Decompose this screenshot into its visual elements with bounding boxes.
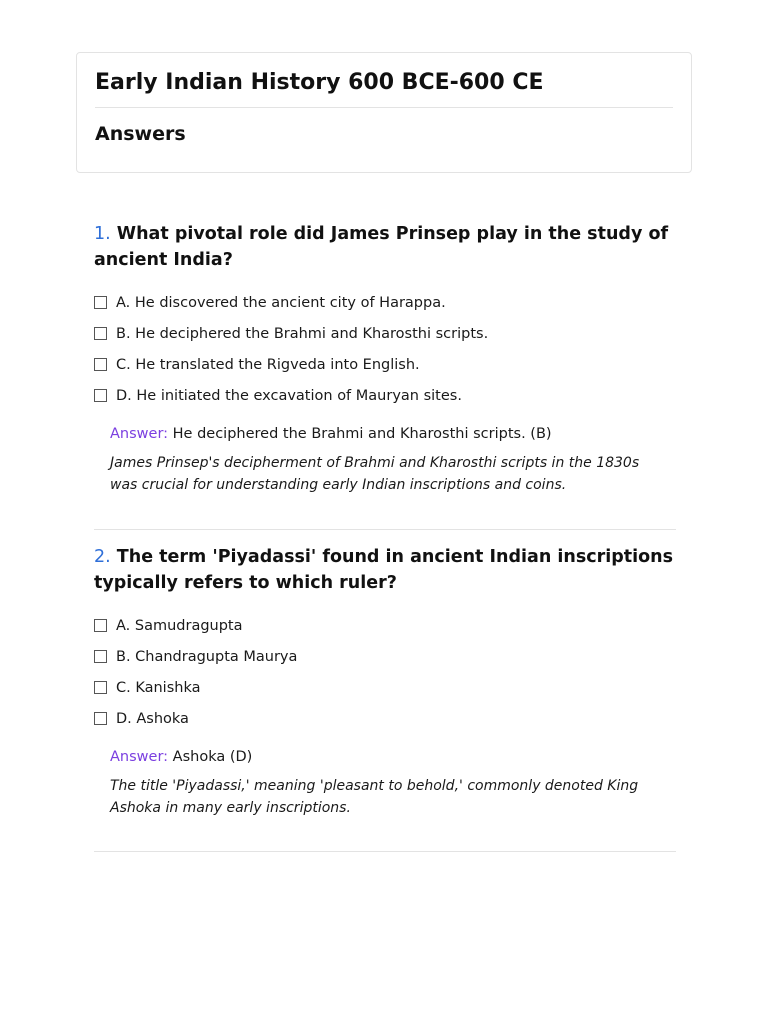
- question-divider: [94, 529, 676, 530]
- option-label: A. Samudragupta: [116, 617, 243, 634]
- options-list: [94, 610, 678, 734]
- question-text: [94, 544, 678, 596]
- answer-line: [110, 424, 678, 444]
- answer-label: Answer:: [110, 749, 169, 765]
- question-number: 1.: [94, 224, 111, 244]
- answer-text: Ashoka (D): [172, 749, 253, 765]
- answer-block: [110, 747, 678, 819]
- question-prompt: The term 'Piyadassi' found in ancient Indian inscriptions typically refers to which ruler?: [94, 547, 674, 593]
- question-divider: [94, 851, 676, 852]
- answer-text: He deciphered the Brahmi and Kharosthi scripts. (B): [172, 426, 552, 442]
- checkbox[interactable]: [94, 296, 107, 309]
- question-prompt: What pivotal role did James Prinsep play in the study of ancient India?: [94, 224, 669, 270]
- option-d[interactable]: [94, 703, 678, 734]
- checkbox[interactable]: [94, 619, 107, 632]
- checkbox[interactable]: [94, 681, 107, 694]
- option-a[interactable]: [94, 610, 678, 641]
- option-label: C. He translated the Rigveda into English.: [116, 356, 420, 373]
- header-card: [76, 52, 692, 173]
- answer-line: [110, 747, 678, 767]
- question-2: [94, 544, 678, 819]
- question-number: 2.: [94, 547, 111, 567]
- option-d[interactable]: [94, 380, 678, 411]
- checkbox[interactable]: [94, 650, 107, 663]
- option-b[interactable]: [94, 318, 678, 349]
- answer-label: Answer:: [110, 426, 169, 442]
- option-label: D. He initiated the excavation of Mauryan sites.: [116, 387, 462, 404]
- option-label: B. Chandragupta Maurya: [116, 648, 298, 665]
- checkbox[interactable]: [94, 389, 107, 402]
- checkbox[interactable]: [94, 327, 107, 340]
- document-subtitle: Answers: [95, 123, 186, 145]
- checkbox[interactable]: [94, 358, 107, 371]
- option-a[interactable]: [94, 287, 678, 318]
- answer-explanation: The title 'Piyadassi,' meaning 'pleasant to behold,' commonly denoted King Ashoka in many early inscriptions.: [110, 778, 639, 816]
- option-b[interactable]: [94, 641, 678, 672]
- option-label: A. He discovered the ancient city of Harappa.: [116, 294, 446, 311]
- option-c[interactable]: [94, 349, 678, 380]
- option-label: C. Kanishka: [116, 679, 201, 696]
- answer-block: [110, 424, 678, 496]
- answer-explanation: James Prinsep's decipherment of Brahmi and Kharosthi scripts in the 1830s was crucial for understanding early Indian inscriptions and coins.: [110, 455, 640, 493]
- checkbox[interactable]: [94, 712, 107, 725]
- header-divider: [95, 107, 673, 108]
- option-c[interactable]: [94, 672, 678, 703]
- option-label: B. He deciphered the Brahmi and Kharosthi scripts.: [116, 325, 489, 342]
- options-list: [94, 287, 678, 411]
- option-label: D. Ashoka: [116, 710, 189, 727]
- question-1: [94, 221, 678, 496]
- document-title: Early Indian History 600 BCE-600 CE: [95, 70, 544, 95]
- question-text: [94, 221, 678, 273]
